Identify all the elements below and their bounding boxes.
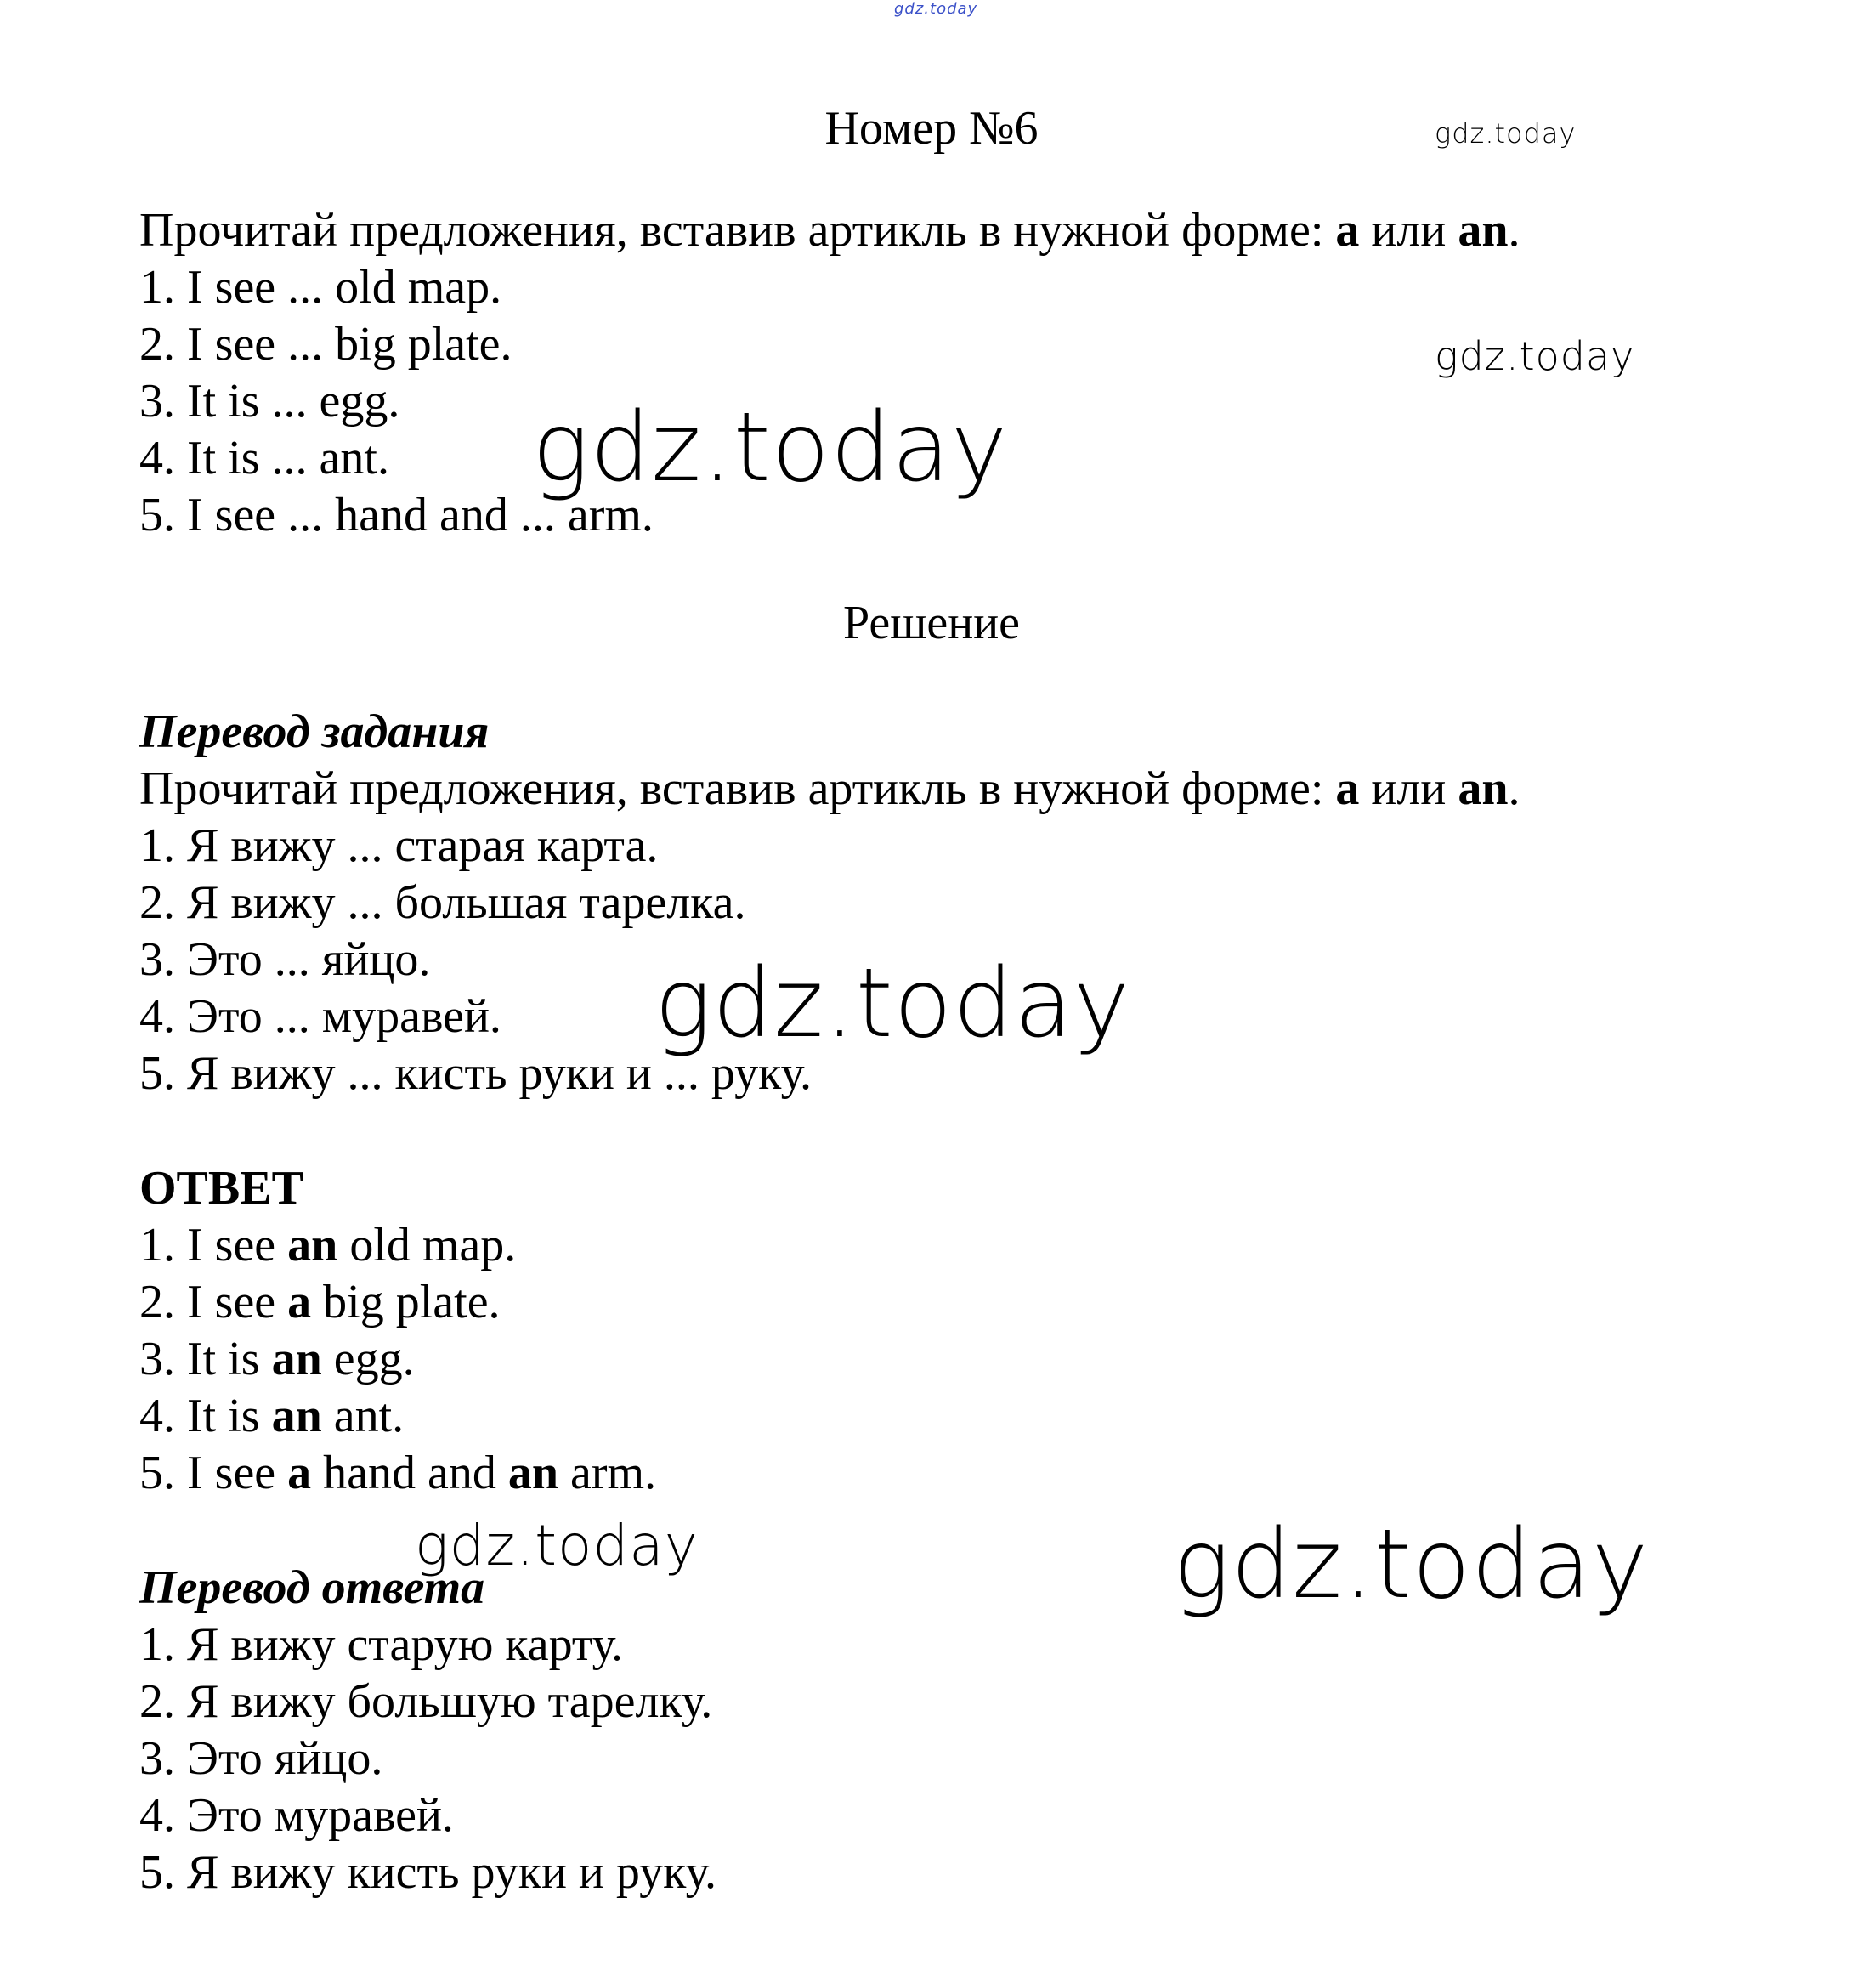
- task-translation-heading: Перевод задания: [139, 705, 490, 758]
- answer-item: 2. I see a big plate.: [139, 1276, 501, 1328]
- task-translation-item: 2. Я вижу ... большая тарелка.: [139, 876, 746, 929]
- task-translation-item: 1. Я вижу ... старая карта.: [139, 819, 659, 872]
- answer-translation-heading: Перевод ответа: [139, 1561, 485, 1614]
- task-translation-item: 4. Это ... муравей.: [139, 990, 501, 1043]
- answer-item: 5. I see a hand and an arm.: [139, 1447, 657, 1499]
- answer-item: 1. I see an old map.: [139, 1219, 517, 1272]
- watermark-small-2: gdz.today: [1435, 333, 1635, 379]
- task-item: 5. I see ... hand and ... arm.: [139, 489, 654, 541]
- watermark-large-1: gdz.today: [532, 393, 1009, 503]
- task-translation-instruction: Прочитай предложения, вставив артикль в нужной форме: a или an.: [139, 762, 1520, 815]
- answer-translation-item: 2. Я вижу большую тарелку.: [139, 1675, 713, 1728]
- answer-item: 4. It is an ant.: [139, 1390, 405, 1442]
- task-instruction: Прочитай предложения, вставив артикль в нужной форме: a или an.: [139, 204, 1520, 257]
- answer-heading: ОТВЕТ: [139, 1162, 303, 1215]
- answer-translation-item: 4. Это муравей.: [139, 1789, 454, 1842]
- task-item: 3. It is ... egg.: [139, 375, 400, 428]
- solution-heading: Решение: [842, 597, 1021, 649]
- watermark-top: gdz.today: [894, 0, 978, 18]
- answer-translation-item: 3. Это яйцо.: [139, 1732, 383, 1785]
- answer-translation-item: 1. Я вижу старую карту.: [139, 1618, 624, 1671]
- task-item: 4. It is ... ant.: [139, 432, 389, 484]
- watermark-medium: gdz.today: [415, 1513, 699, 1578]
- task-item: 2. I see ... big plate.: [139, 318, 512, 371]
- watermark-small-1: gdz.today: [1435, 117, 1577, 150]
- answer-item: 3. It is an egg.: [139, 1333, 415, 1385]
- page-title: Номер №6: [824, 102, 1039, 155]
- watermark-large-2: gdz.today: [654, 949, 1131, 1059]
- answer-translation-item: 5. Я вижу кисть руки и руку.: [139, 1846, 716, 1899]
- watermark-large-3: gdz.today: [1173, 1509, 1650, 1620]
- task-item: 1. I see ... old map.: [139, 261, 502, 314]
- task-translation-item: 3. Это ... яйцо.: [139, 933, 431, 986]
- task-translation-item: 5. Я вижу ... кисть руки и ... руку.: [139, 1047, 812, 1100]
